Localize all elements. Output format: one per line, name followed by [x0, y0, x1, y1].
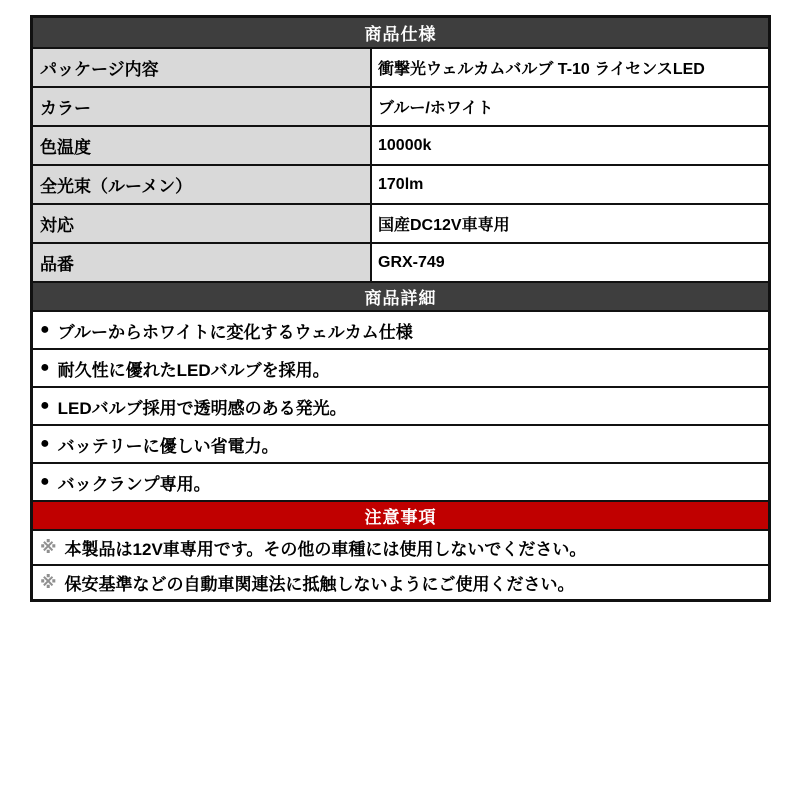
spec-row-color	[33, 86, 768, 125]
reference-mark-icon: ※	[40, 572, 57, 592]
detail-item	[33, 310, 768, 348]
detail-section-header	[33, 281, 768, 310]
spec-row-compatibility	[33, 203, 768, 242]
spec-value: 10000k	[372, 127, 768, 164]
caution-section-title: 注意事項	[364, 508, 437, 527]
detail-section-title: 商品詳細	[364, 289, 437, 308]
bullet-icon: ●	[40, 359, 50, 376]
spec-label: 全光束（ルーメン）	[33, 166, 372, 203]
spec-label: パッケージ内容	[33, 49, 372, 86]
spec-section-title: 商品仕様	[364, 25, 437, 44]
spec-value: GRX-749	[372, 244, 768, 281]
detail-item-text: バッテリーに優しい省電力。	[57, 436, 279, 456]
bullet-icon: ●	[40, 435, 50, 452]
caution-item-text: 保安基準などの自動車関連法に抵触しないようにご使用ください。	[64, 575, 575, 594]
detail-item-text: ブルーからホワイトに変化するウェルカム仕様	[57, 322, 413, 342]
bullet-icon: ●	[40, 473, 50, 490]
detail-item	[33, 348, 768, 386]
bullet-icon: ●	[40, 321, 50, 338]
spec-row-color-temp	[33, 125, 768, 164]
spec-row-package	[33, 47, 768, 86]
spec-value: 170lm	[372, 166, 768, 203]
spec-row-part-number	[33, 242, 768, 281]
detail-item	[33, 424, 768, 462]
spec-label: 色温度	[33, 127, 372, 164]
spec-label: 品番	[33, 244, 372, 281]
caution-item	[33, 564, 768, 599]
spec-label: カラー	[33, 88, 372, 125]
detail-item-text: LEDバルブ採用で透明感のある発光。	[57, 398, 347, 418]
spec-row-luminous-flux	[33, 164, 768, 203]
spec-value: 国産DC12V車専用	[372, 205, 768, 242]
spec-value: 衝撃光ウェルカムバルブ T-10 ライセンスLED	[372, 49, 768, 86]
caution-item	[33, 529, 768, 564]
caution-section-header	[33, 500, 768, 529]
bullet-icon: ●	[40, 397, 50, 414]
detail-item-text: バックランプ専用。	[57, 474, 211, 494]
spec-value: ブルー/ホワイト	[372, 88, 768, 125]
detail-item-text: 耐久性に優れたLEDバルブを採用。	[57, 360, 330, 380]
spec-label: 対応	[33, 205, 372, 242]
reference-mark-icon: ※	[40, 537, 57, 557]
detail-item	[33, 462, 768, 500]
caution-item-text: 本製品は12V車専用です。その他の車種には使用しないでください。	[64, 540, 587, 559]
detail-item	[33, 386, 768, 424]
spec-section-header	[33, 18, 768, 47]
product-spec-table	[30, 15, 771, 602]
